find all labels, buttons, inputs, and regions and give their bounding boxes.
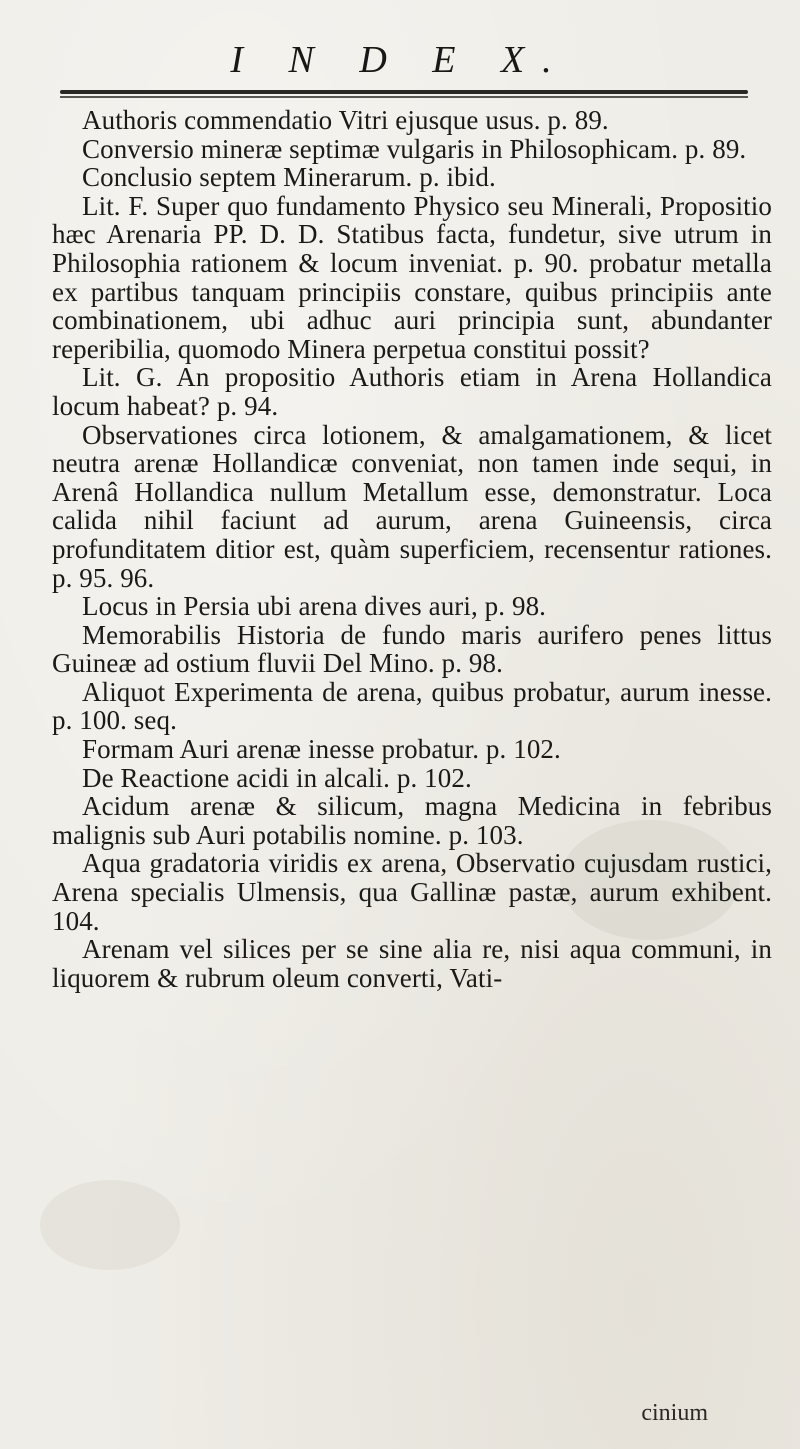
index-entry: Lit. G. An propositio Authoris etiam in Arena Hollandica locum habeat? p. 94.: [52, 362, 772, 421]
index-entry: Acidum arenæ & silicum, magna Medicina in febribus malignis sub Auri potabilis nomine. p. 103.: [52, 791, 772, 850]
index-entry: De Reactione acidi in alcali. p. 102.: [82, 762, 472, 793]
index-entry: Conclusio septem Minerarum. p. ibid.: [82, 162, 496, 193]
index-entry: Aqua gradatoria viridis ex arena, Observatio cujusdam rustici, Arena specialis Ulmensis, qua Gallinæ pastæ, aurum exhibent. 104.: [52, 848, 772, 936]
index-entry: Locus in Persia ubi arena dives auri, p. 98.: [82, 591, 547, 622]
index-entry: Formam Auri arenæ inesse probatur. p. 102.: [82, 734, 561, 765]
index-entry: Arenam vel silices per se sine alia re, nisi aqua communi, in liquorem & rubrum oleum converti, Vati-: [52, 934, 772, 993]
index-entry: Memorabilis Historia de fundo maris aurifero penes littus Guineæ ad ostium fluvii Del Mino. p. 98.: [52, 619, 772, 679]
index-entry: Observationes circa lotionem, & amalgamationem, & licet neutra arenæ Hollandicæ conveniat, non tamen inde sequi, in Arenâ Hollandica nullum Metallum esse, demonstratur. Loca calida nihil faciunt ad aurum, arena Guineensis, circa profunditatem ditior est, quàm superficiem, recensentur rationes. p. 95. 96.: [52, 419, 772, 593]
index-entry: Conversio mineræ septimæ vulgaris in Philosophicam. p. 89.: [82, 133, 747, 164]
index-entry: Lit. F. Super quo fundamento Physico seu Minerali, Propositio hæc Arenaria PP. D. D. Statibus facta, fundetur, sive utrum in Philosophia rationem & locum inveniat. p. 90. probatur metalla ex partibus tanquam principiis constare, quibus principiis ante combinationem, ubi adhuc auri principia sunt, abundanter reperibilia, quomodo Minera perpetua constitui possit?: [52, 190, 772, 364]
paper-stain: [40, 1180, 180, 1270]
catchword: cinium: [641, 1400, 708, 1426]
index-entries: [52, 106, 772, 992]
index-entry: Aliquot Experimenta de arena, quibus probatur, aurum inesse. p. 100. seq.: [52, 676, 772, 736]
index-entry: Authoris commendatio Vitri ejusque usus. p. 89.: [82, 105, 609, 135]
header-rule-thin: [60, 96, 748, 98]
header-rule: [60, 90, 748, 94]
page-header: I N D E X.: [230, 39, 570, 81]
